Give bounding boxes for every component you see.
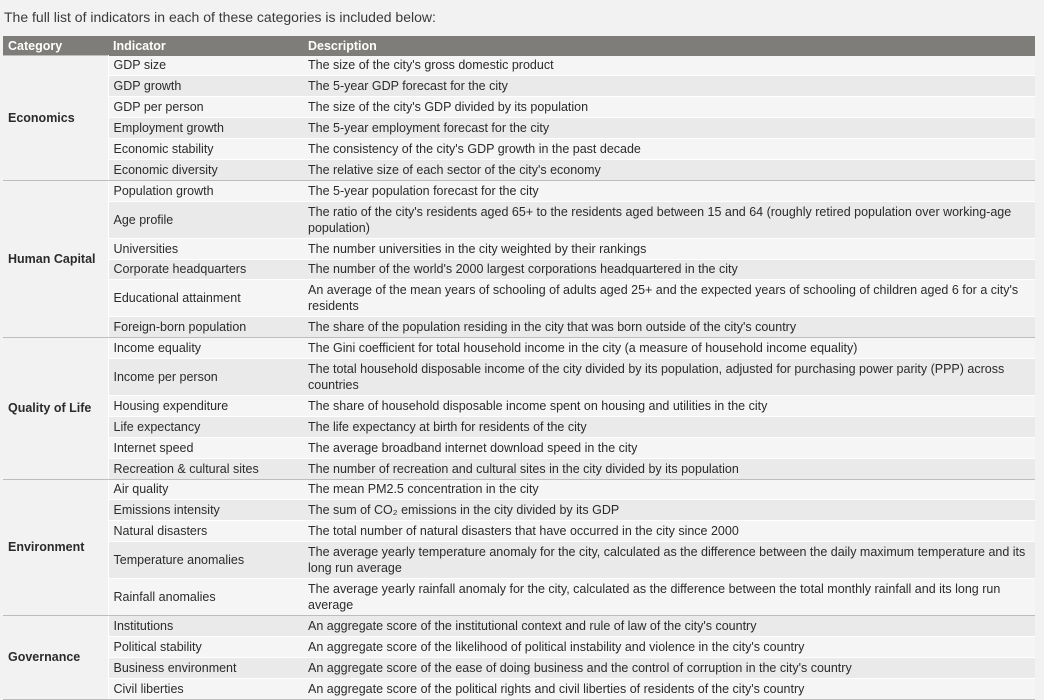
description-cell: The ratio of the city's residents aged 65+ to the residents aged between 15 and 64 (roughly retired population over working-age population) (303, 201, 1035, 238)
description-cell: An aggregate score of the institutional context and rule of law of the city's country (303, 615, 1035, 636)
indicator-cell: Universities (108, 238, 303, 259)
table-row (3, 259, 1035, 280)
indicator-cell: Population growth (108, 180, 303, 201)
table-row (3, 76, 1035, 97)
table-row (3, 416, 1035, 437)
description-cell: An aggregate score of the political rights and civil liberties of residents of the city's country (303, 678, 1035, 699)
indicator-cell: Political stability (108, 636, 303, 657)
indicator-cell: Air quality (108, 479, 303, 500)
header-indicator: Indicator (108, 36, 303, 56)
indicator-cell: Life expectancy (108, 416, 303, 437)
table-row (3, 479, 1035, 500)
description-cell: The Gini coefficient for total household income in the city (a measure of household income equality) (303, 338, 1035, 359)
indicator-cell: Business environment (108, 657, 303, 678)
description-cell: An aggregate score of the ease of doing business and the control of corruption in the city's country (303, 657, 1035, 678)
description-cell: The number of the world's 2000 largest corporations headquartered in the city (303, 259, 1035, 280)
table-row (3, 521, 1035, 542)
table-row (3, 458, 1035, 479)
indicator-cell: Internet speed (108, 437, 303, 458)
table-row (3, 338, 1035, 359)
table-row (3, 579, 1035, 616)
header-category: Category (3, 36, 108, 56)
description-cell: The share of the population residing in the city that was born outside of the city's country (303, 317, 1035, 338)
indicator-cell: Foreign-born population (108, 317, 303, 338)
table-row (3, 500, 1035, 521)
category-cell: Quality of Life (3, 338, 108, 479)
category-cell: Human Capital (3, 180, 108, 337)
category-cell: Economics (3, 56, 108, 181)
indicator-cell: Age profile (108, 201, 303, 238)
intro-text: The full list of indicators in each of these categories is included below: (4, 9, 436, 25)
description-cell: The relative size of each sector of the city's economy (303, 159, 1035, 180)
table-row (3, 159, 1035, 180)
table-body (3, 56, 1035, 700)
table-row (3, 238, 1035, 259)
indicators-table (3, 36, 1035, 700)
table-header-row (3, 36, 1035, 56)
table-row (3, 56, 1035, 76)
table-row (3, 437, 1035, 458)
indicator-cell: Economic diversity (108, 159, 303, 180)
category-cell: Environment (3, 479, 108, 615)
table-row (3, 615, 1035, 636)
table-row (3, 657, 1035, 678)
indicator-cell: GDP growth (108, 76, 303, 97)
description-cell: The number universities in the city weighted by their rankings (303, 238, 1035, 259)
header-description: Description (303, 36, 1035, 56)
description-cell: The average yearly rainfall anomaly for the city, calculated as the difference between the total monthly rainfall and its long run average (303, 579, 1035, 616)
description-cell: The number of recreation and cultural sites in the city divided by its population (303, 458, 1035, 479)
table-row (3, 317, 1035, 338)
indicator-cell: Natural disasters (108, 521, 303, 542)
description-cell: An average of the mean years of schooling of adults aged 25+ and the expected years of schooling of children aged 6 for a city's residents (303, 280, 1035, 317)
indicator-cell: GDP size (108, 56, 303, 76)
indicator-cell: Rainfall anomalies (108, 579, 303, 616)
table-row (3, 280, 1035, 317)
description-cell: The 5-year GDP forecast for the city (303, 76, 1035, 97)
description-cell: The average yearly temperature anomaly for the city, calculated as the difference between the daily maximum temperature and its long run average (303, 542, 1035, 579)
description-cell: The share of household disposable income spent on housing and utilities in the city (303, 395, 1035, 416)
category-cell: Governance (3, 615, 108, 699)
table-row (3, 118, 1035, 139)
table-row (3, 636, 1035, 657)
table-row (3, 395, 1035, 416)
indicator-cell: Temperature anomalies (108, 542, 303, 579)
description-cell: The size of the city's gross domestic product (303, 56, 1035, 76)
table-row (3, 180, 1035, 201)
indicator-cell: Educational attainment (108, 280, 303, 317)
description-cell: The total number of natural disasters that have occurred in the city since 2000 (303, 521, 1035, 542)
description-cell: The consistency of the city's GDP growth in the past decade (303, 139, 1035, 160)
description-cell: The 5-year population forecast for the city (303, 180, 1035, 201)
description-cell: An aggregate score of the likelihood of political instability and violence in the city's country (303, 636, 1035, 657)
indicator-cell: Employment growth (108, 118, 303, 139)
table-row (3, 359, 1035, 396)
indicator-cell: GDP per person (108, 97, 303, 118)
table-row (3, 97, 1035, 118)
indicator-cell: Income per person (108, 359, 303, 396)
indicator-cell: Corporate headquarters (108, 259, 303, 280)
description-cell: The size of the city's GDP divided by its population (303, 97, 1035, 118)
table-row (3, 542, 1035, 579)
indicator-cell: Economic stability (108, 139, 303, 160)
table-row (3, 678, 1035, 699)
indicator-cell: Emissions intensity (108, 500, 303, 521)
description-cell: The total household disposable income of the city divided by its population, adjusted for purchasing power parity (PPP) across countries (303, 359, 1035, 396)
indicator-cell: Recreation & cultural sites (108, 458, 303, 479)
table-row (3, 201, 1035, 238)
description-cell: The sum of CO₂ emissions in the city divided by its GDP (303, 500, 1035, 521)
description-cell: The average broadband internet download speed in the city (303, 437, 1035, 458)
indicator-cell: Income equality (108, 338, 303, 359)
description-cell: The 5-year employment forecast for the city (303, 118, 1035, 139)
indicator-cell: Housing expenditure (108, 395, 303, 416)
description-cell: The life expectancy at birth for residents of the city (303, 416, 1035, 437)
indicator-cell: Institutions (108, 615, 303, 636)
table-row (3, 139, 1035, 160)
indicator-cell: Civil liberties (108, 678, 303, 699)
description-cell: The mean PM2.5 concentration in the city (303, 479, 1035, 500)
